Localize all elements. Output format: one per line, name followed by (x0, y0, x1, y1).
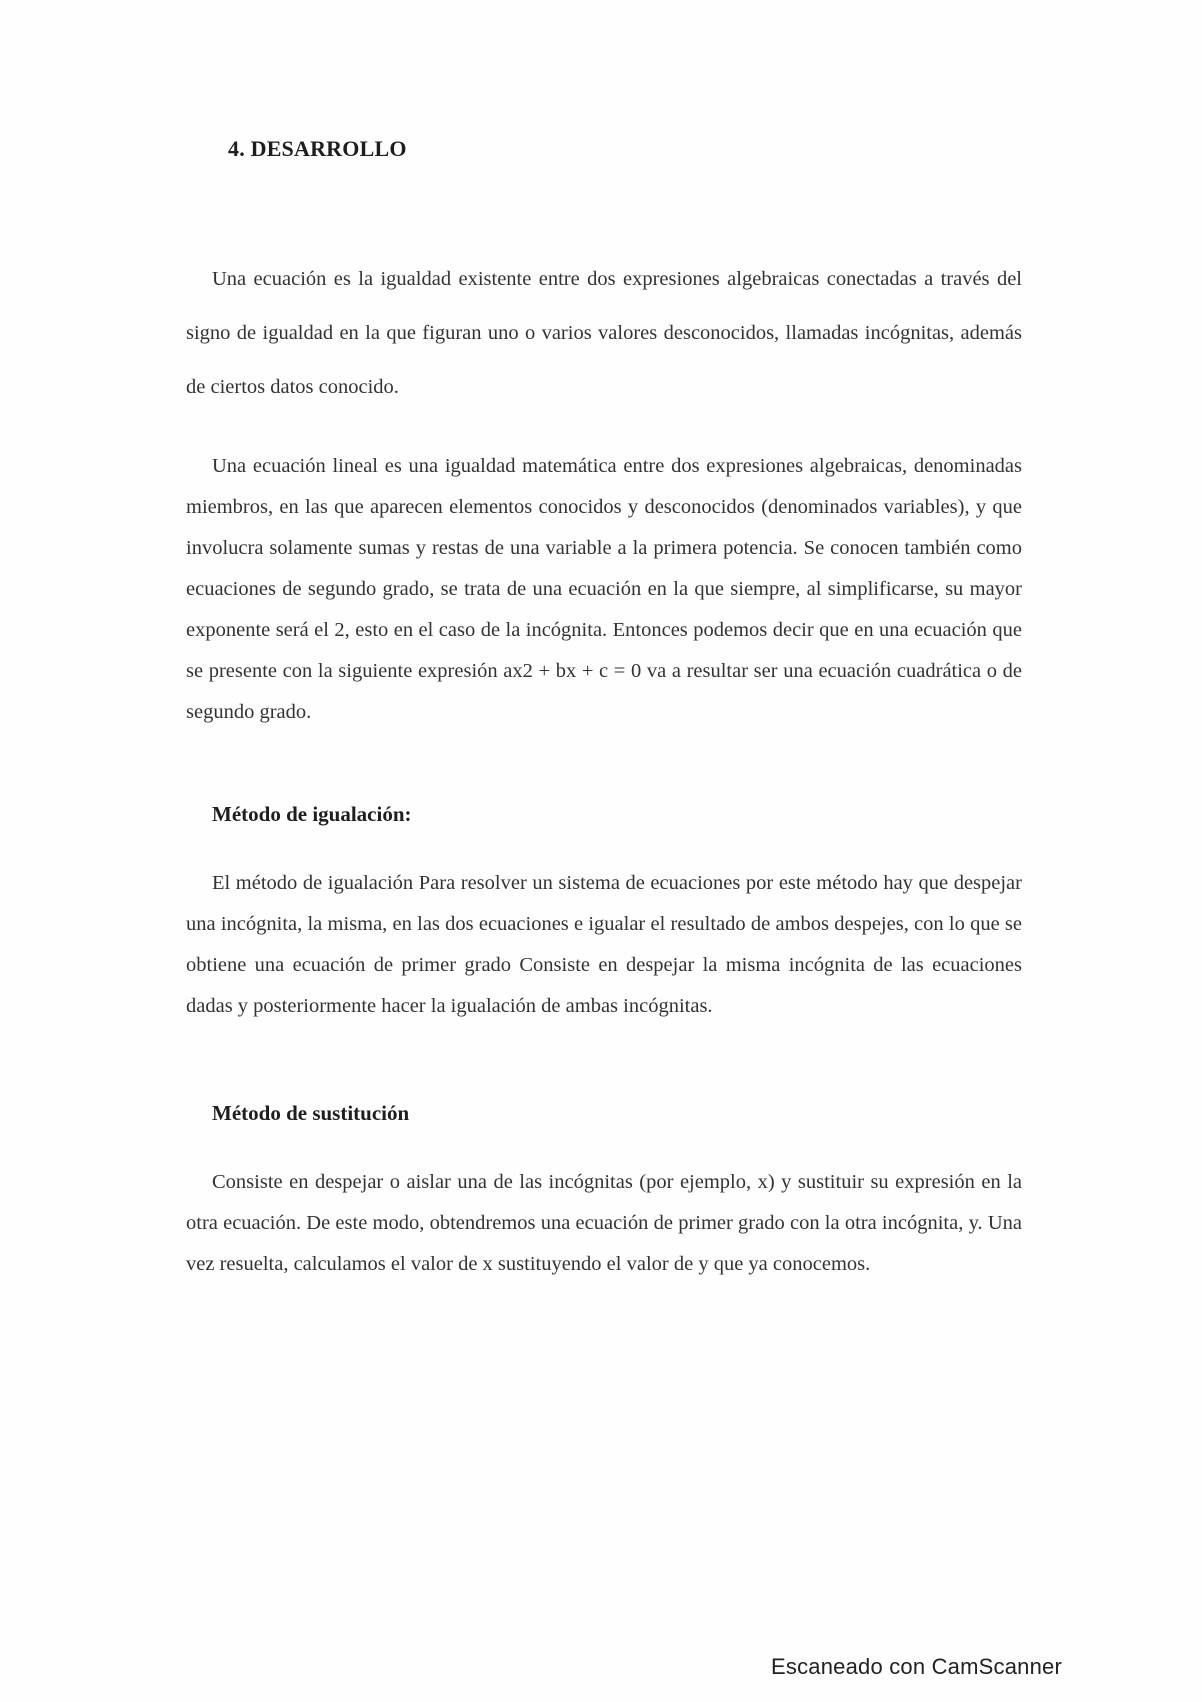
paragraph-metodo-igualacion: El método de igualación Para resolver un sistema de ecuaciones por este método hay que despejar una incógnita, la misma, en las dos ecuaciones e igualar el resultado de ambos despejes, con lo que se obtiene una ecuación de primer grado Consiste en despejar la misma incógnita de las ecuaciones dadas y posteriormente hacer la igualación de ambas incógnitas. (186, 872, 1022, 1017)
subheading-metodo-sustitucion: Método de sustitución (212, 1101, 410, 1125)
subheading-metodo-igualacion: Método de igualación: (212, 802, 412, 826)
paragraph-metodo-sustitucion: Consiste en despejar o aislar una de las incógnitas (por ejemplo, x) y sustituir su expresión en la otra ecuación. De este modo, obtendremos una ecuación de primer grado con la otra incógnita, y. Una vez resuelta, calculamos el valor de x sustituyendo el valor de y que ya conocemos. (186, 1171, 1022, 1275)
paragraph-definition-ecuacion: Una ecuación es la igualdad existente entre dos expresiones algebraicas conectadas a través del signo de igualdad en la que figuran uno o varios valores desconocidos, llamadas incógnitas, además de ciertos datos conocido. (186, 268, 1022, 398)
section-title: 4. DESARROLLO (228, 136, 407, 161)
paragraph-ecuacion-lineal: Una ecuación lineal es una igualdad matemática entre dos expresiones algebraicas, denominadas miembros, en las que aparecen elementos conocidos y desconocidos (denominados variables), y que involucra solamente sumas y restas de una variable a la primera potencia. Se conocen también como ecuaciones de segundo grado, se trata de una ecuación en la que siempre, al simplificarse, su mayor exponente será el 2, esto en el caso de la incógnita. Entonces podemos decir que en una ecuación que se presente con la siguiente expresión ax2 + bx + c = 0 va a resultar ser una ecuación cuadrática o de segundo grado. (186, 455, 1022, 723)
camscanner-watermark: Escaneado con CamScanner (771, 1654, 1062, 1679)
